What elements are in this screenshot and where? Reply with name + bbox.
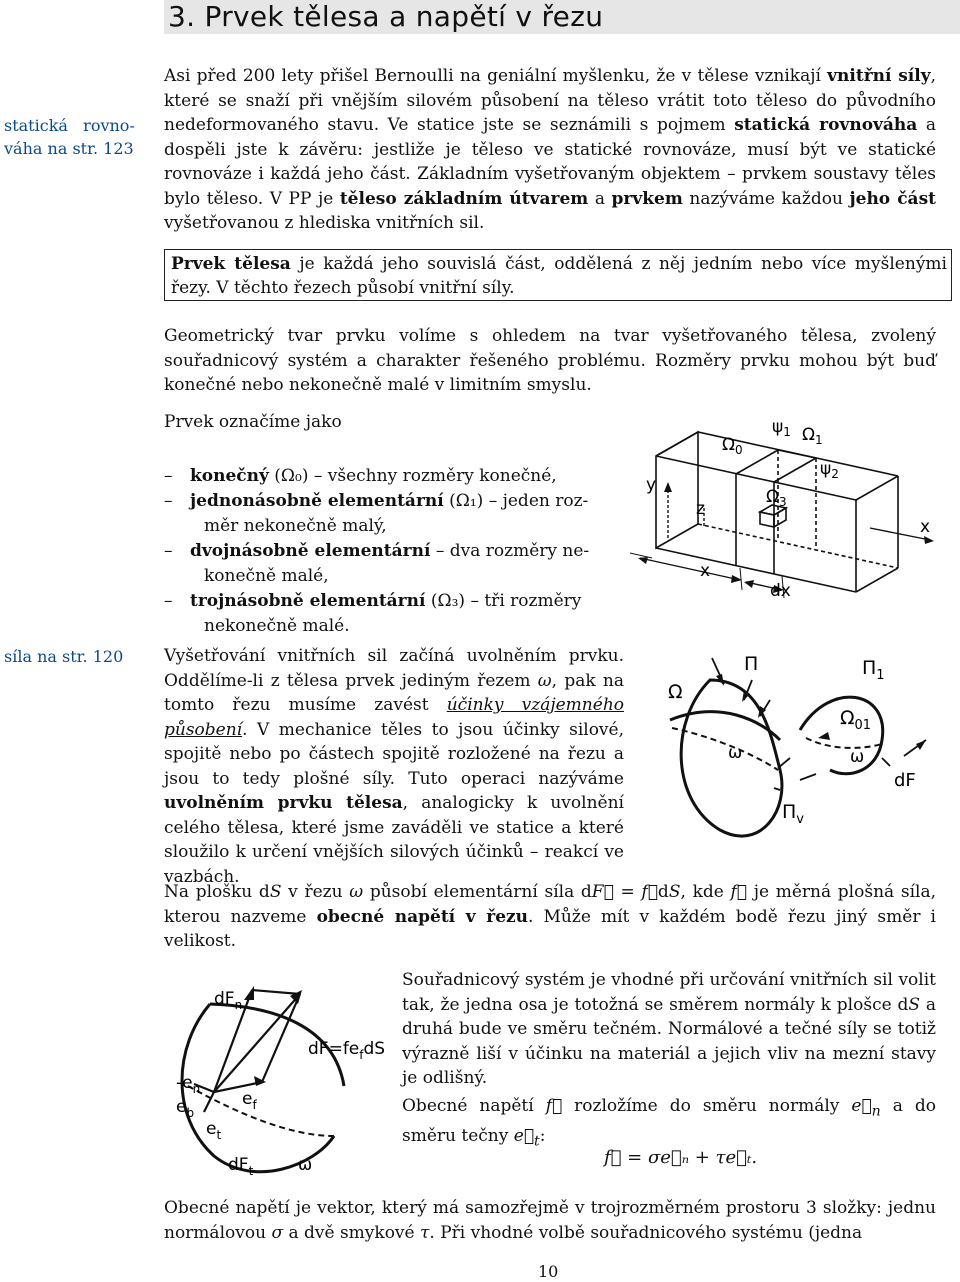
emphasis-term: těleso základním útvarem — [339, 188, 589, 209]
text-run: je každá jeho souvislá část, oddělená z něj jedním nebo více myšlenými řezy. V těchto řezech působí vnitřní síly. — [171, 254, 947, 298]
text-run: , pak na tomto řezu musíme zavést — [164, 670, 624, 715]
text-run: a — [588, 188, 612, 209]
paragraph-release — [164, 644, 624, 889]
math-symbol: e⃗ — [851, 1096, 872, 1116]
x-dimension-label: x — [700, 561, 711, 581]
psi1-label: $\psi_1$ — [772, 417, 791, 439]
list-item: – jednonásobně elementární (Ω₁) – jeden roz- — [164, 491, 589, 511]
text-run: a dvě smykové — [283, 1222, 420, 1243]
text-run: působí elementární síla d — [363, 882, 592, 902]
definition-box — [164, 249, 952, 301]
math-symbol: S — [269, 882, 282, 902]
text-run: Na plošku d — [164, 882, 270, 902]
dFt-label: $dF_t$ — [228, 1155, 254, 1178]
emphasis-term: statická rovnováha — [734, 115, 918, 135]
stress-vector-figure — [164, 966, 400, 1184]
list-item: – dvojnásobně elementární – dva rozměry ne- — [164, 541, 590, 561]
list-item-text: (Ω₁) – jeden roz- — [443, 491, 589, 511]
dF-equation-label: $dF=fe_fdS$ — [308, 1039, 386, 1062]
text-run: , kde — [680, 882, 731, 902]
list-item-term: trojnásobně elementární — [190, 591, 426, 611]
paragraph-element-intro: Prvek označíme jako — [164, 412, 342, 432]
text-run: . V mechanice těles to jsou účinky silové, spojitě nebo po částech spojitě rozložené na řezu a jsou to tedy plošné síly. Tuto operaci nazýváme — [164, 719, 624, 789]
paragraph-stress — [164, 880, 936, 954]
piv-label: $\Pi_v$ — [782, 801, 804, 827]
math-symbol: f⃗ — [730, 882, 747, 902]
dx-label: dx — [770, 581, 791, 601]
text-run: je měrná plošná síla, kterou nazveme — [164, 882, 936, 927]
math-symbol: ω — [537, 670, 552, 691]
list-item-text: (Ω₃) – tři rozměry — [425, 591, 582, 611]
text-run: Obecné napětí je vektor, který má samozřejmě v trojrozměrném prostoru 3 složky: jednu normálovou — [164, 1198, 936, 1243]
text-run: . Při vhodné volbě souřadnicového systému (jedna — [429, 1222, 863, 1243]
text-run: a do směru tečny — [402, 1096, 937, 1146]
emphasis-term: Prvek tělesa — [171, 254, 291, 274]
text-run: Vyšetřování vnitřních sil začíná uvolněním prvku. Oddělíme-li z tělesa prvek jediným řezem — [164, 646, 624, 691]
math-symbol: σ — [271, 1222, 284, 1243]
pi-label: Π — [744, 653, 759, 675]
omega-section-label: ω — [298, 1155, 313, 1175]
page-number: 10 — [538, 1262, 559, 1281]
dFn-label: $dF_n$ — [214, 989, 243, 1012]
box-top-edge — [656, 432, 898, 476]
margin-note-static-equilibrium[interactable] — [4, 114, 154, 160]
omega01-label: $\Omega_{01}$ — [840, 707, 872, 733]
dF-label: dF — [894, 770, 916, 791]
box-left-face — [656, 432, 698, 548]
list-item-continuation: konečně malé, — [204, 566, 329, 586]
paragraph-geometry: Geometrický tvar prvku volíme s ohledem na tvar vyšetřovaného tělesa, zvolený souřadnicový systém a charakter řešeného problému. Rozměry prvku mohou být buď konečné nebo nekonečně malé v limitním smyslu. — [164, 326, 936, 395]
math-symbol: e⃗ — [513, 1125, 535, 1146]
text-run: , které se snaží při vnějším silovém působení na těleso vrátit toto těleso do původního nedeformovaného stavu. Ve statice jste se seznámili s pojmem — [164, 66, 936, 135]
term-underlined: účinky vzájemného působení — [164, 695, 624, 740]
text-run: Souřadnicový systém je vhodné při určování vnitřních sil volit tak, že jedna osa je totožná se směrem normály k plošce d — [402, 970, 936, 1015]
list-item-term: konečný — [190, 466, 269, 486]
text-run: a dospěli jste k závěru: jestliže je těleso ve statické rovnováze, musí být ve statické rovnováze i každá jeho část. Základním vyšetřovaným objektem – prvkem soustavy těles bylo těleso. V PP je — [164, 115, 937, 209]
box-front-bottom-edge — [656, 548, 856, 592]
text-run: vyšetřovanou z hlediska vnitřních sil. — [164, 213, 485, 233]
et-label: $e_t$ — [206, 1119, 222, 1142]
emphasis-term: obecné napětí v řezu — [316, 906, 529, 927]
text-run: = — [613, 882, 642, 902]
math-symbol: S — [908, 994, 921, 1015]
element-box-figure — [630, 408, 960, 610]
emphasis-term: jeho část — [849, 188, 936, 209]
math-symbol: F⃗ — [591, 882, 614, 902]
list-item-term: dvojnásobně elementární — [190, 541, 431, 561]
x-axis-label: x — [920, 517, 931, 537]
text-run: Obecné napětí — [402, 1096, 546, 1116]
subscript: t — [534, 1133, 540, 1150]
text-run: nazýváme každou — [682, 188, 850, 209]
cut-body-figure — [650, 640, 960, 840]
emphasis-term: uvolněním prvku tělesa — [164, 793, 403, 813]
omega1-label: $\Omega_1$ — [802, 425, 823, 447]
list-item-continuation: nekonečně malé. — [204, 616, 350, 636]
psi2-label: $\psi_2$ — [820, 459, 839, 481]
text-run: a druhá bude ve směru tečném. Normálové a tečné síly se totiž výrazně liší v účinku na materiál a jejich vliv na mezní stavy je odlišný. — [402, 994, 936, 1088]
text-run: rozložíme do směru normály — [562, 1096, 852, 1116]
margin-note-line: statická rovno- — [4, 116, 135, 135]
omega0-label: $\Omega_0$ — [722, 435, 743, 457]
paragraph-bernoulli — [164, 64, 936, 236]
en-label: $-e_n$ — [176, 1073, 201, 1096]
omega3-label: $\Omega_3$ — [766, 487, 787, 509]
text-run: d — [657, 882, 669, 902]
equation: f⃗ = σe⃗ₙ + τe⃗ₜ. — [604, 1147, 758, 1168]
list-item-continuation: měr nekonečně malý, — [204, 516, 387, 536]
text-run: Asi před 200 lety přišel Bernoulli na geniální myšlenku, že v tělese vznikají — [164, 66, 828, 86]
text-run: v řezu — [281, 882, 350, 902]
math-symbol: f⃗ — [545, 1096, 563, 1116]
margin-note-force[interactable]: síla na str. 120 — [4, 647, 124, 666]
paragraph-vector — [164, 1196, 936, 1245]
list-item-text: (Ω₀) – všechny rozměry konečné, — [268, 466, 557, 486]
text-run: : — [539, 1125, 546, 1146]
text-run: , analogicky k uvolnění celého tělesa, které jsme zaváděli ve statice a které sloužilo k určení vnějších silových účinků – reakcí ve vazbách. — [164, 793, 624, 887]
eb-label: $e_b$ — [176, 1097, 195, 1120]
math-symbol: τ — [420, 1222, 430, 1243]
paragraph-decompose — [402, 1094, 936, 1154]
list-item: – trojnásobně elementární (Ω₃) – tři rozměry — [164, 591, 582, 611]
subscript: n — [871, 1103, 881, 1120]
math-symbol: S — [668, 882, 681, 902]
list-item-text: – dva rozměry ne- — [430, 541, 590, 561]
z-axis-label: z — [696, 499, 705, 519]
margin-note-line: váha na str. 123 — [4, 139, 134, 158]
omega-body-label: Ω — [668, 681, 683, 703]
paragraph-coordinates — [402, 968, 936, 1091]
omega-cut-left-label: ω — [728, 743, 743, 763]
list-item: – konečný (Ω₀) – všechny rozměry konečné, — [164, 466, 557, 486]
text-run: . Může mít v každém bodě řezu jiný směr i velikost. — [164, 906, 936, 951]
ef-label: $e_f$ — [242, 1089, 257, 1112]
omega-cut-right-label: ω — [850, 747, 865, 767]
list-item-term: jednonásobně elementární — [190, 491, 444, 511]
emphasis-term: vnitřní síly — [827, 66, 931, 86]
y-axis-label: y — [646, 475, 657, 495]
section-title: 3. Prvek tělesa a napětí v řezu — [168, 0, 604, 33]
emphasis-term: prvkem — [611, 188, 683, 209]
math-symbol: ω — [349, 882, 364, 902]
pi1-label: $\Pi_1$ — [862, 657, 885, 683]
math-symbol: f⃗ — [641, 882, 658, 902]
